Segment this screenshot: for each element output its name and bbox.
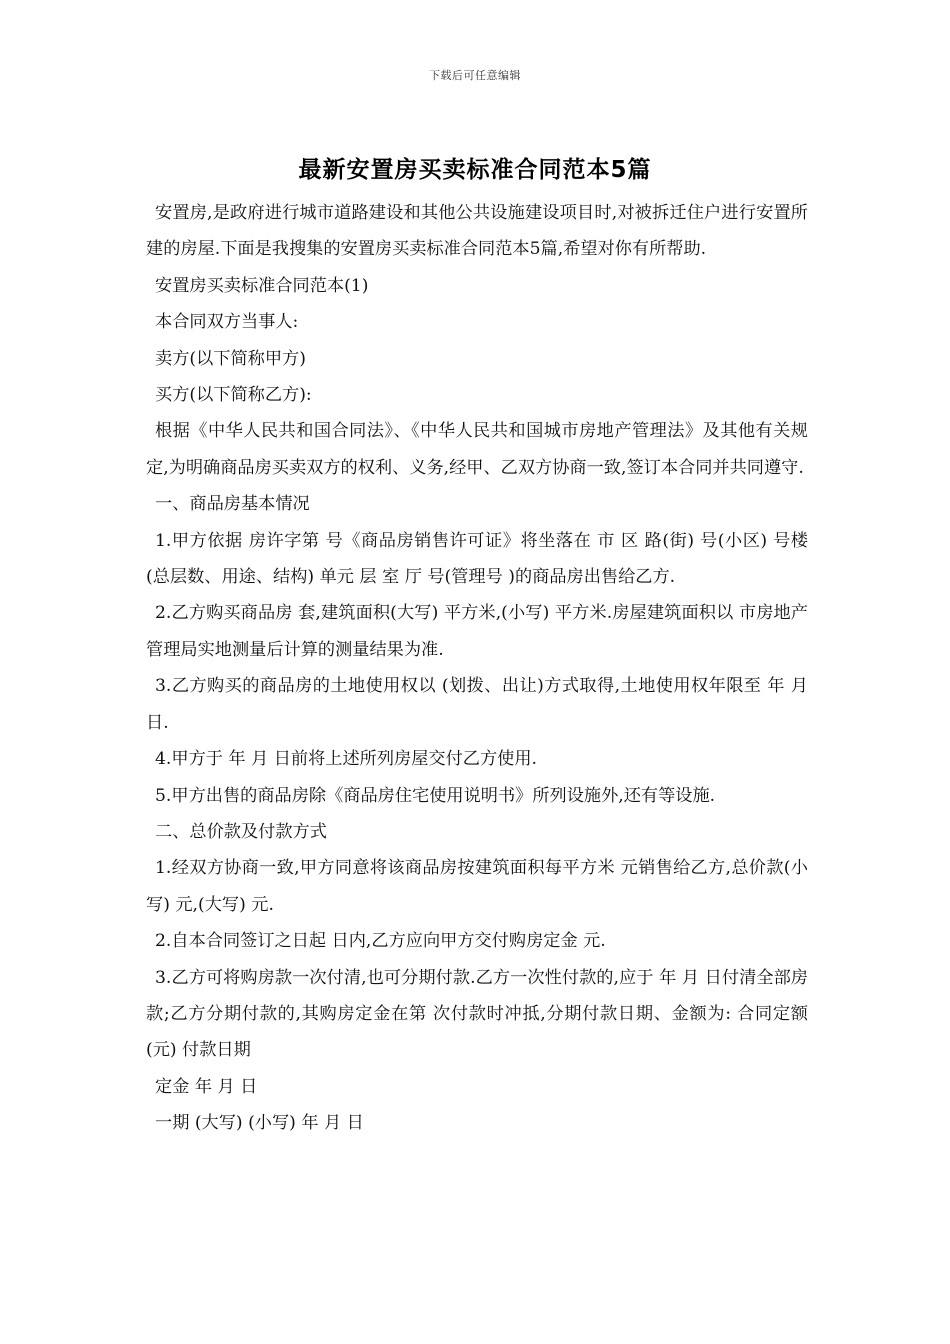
clause-1-2: 2.乙方购买商品房 套,建筑面积(大写) 平方米,(小写) 平方米.房屋建筑面积以 市房地产管理局实地测量后计算的测量结果为准. [146, 603, 808, 660]
paragraph-legal-basis: 根据《中华人民共和国合同法》、《中华人民共和国城市房地产管理法》及其他有关规定,为明确商品房买卖双方的权利、义务,经甲、乙双方协商一致,签订本合同并共同遵守. [146, 421, 808, 478]
clause-1-5: 5.甲方出售的商品房除《商品房住宅使用说明书》所列设施外,还有等设施. [155, 785, 716, 806]
document-title: 最新安置房买卖标准合同范本5篇 [298, 157, 652, 183]
clause-1-1: 1.甲方依据 房许字第 号《商品房销售许可证》将坐落在 市 区 路(街) 号(小区) 号楼(总层数、用途、结构) 单元 层 室 厅 号(管理号 )的商品房出售给乙方. [146, 530, 808, 588]
payment-row-deposit: 定金 年 月 日 [155, 1076, 258, 1097]
section-heading-payment: 二、总价款及付款方式 [155, 821, 327, 842]
header-note: 下载后可任意编辑 [429, 69, 521, 82]
clause-1-3: 3.乙方购买的商品房的土地使用权以 (划拨、出让)方式取得,土地使用权年限至 年 月 日. [146, 676, 808, 733]
paragraph-intro: 安置房,是政府进行城市道路建设和其他公共设施建设项目时,对被拆迁住户进行安置所建的房屋.下面是我搜集的安置房买卖标准合同范本5篇,希望对你有所帮助. [146, 203, 808, 260]
clause-1-4: 4.甲方于 年 月 日前将上述所列房屋交付乙方使用. [155, 749, 538, 770]
paragraph-parties: 本合同双方当事人: [155, 312, 299, 333]
clause-2-1: 1.经双方协商一致,甲方同意将该商品房按建筑面积每平方米 元销售给乙方,总价款(小写) 元,(大写) 元. [146, 858, 808, 915]
clause-2-3: 3.乙方可将购房款一次付清,也可分期付款.乙方一次性付款的,应于 年 月 日付清全部房款;乙方分期付款的,其购房定金在第 次付款时冲抵,分期付款日期、金额为: 合同定额(元) 付款日期 [146, 967, 808, 1061]
paragraph-buyer: 买方(以下简称乙方): [155, 385, 312, 406]
clause-2-2: 2.自本合同签订之日起 日内,乙方应向甲方交付购房定金 元. [155, 931, 606, 952]
document-body [146, 195, 808, 1142]
paragraph-seller: 卖方(以下简称甲方) [155, 348, 306, 369]
section-heading-basic-info: 一、商品房基本情况 [155, 494, 310, 515]
paragraph-contract-heading: 安置房买卖标准合同范本(1) [155, 275, 369, 296]
payment-row-phase-1: 一期 (大写) (小写) 年 月 日 [155, 1113, 364, 1134]
